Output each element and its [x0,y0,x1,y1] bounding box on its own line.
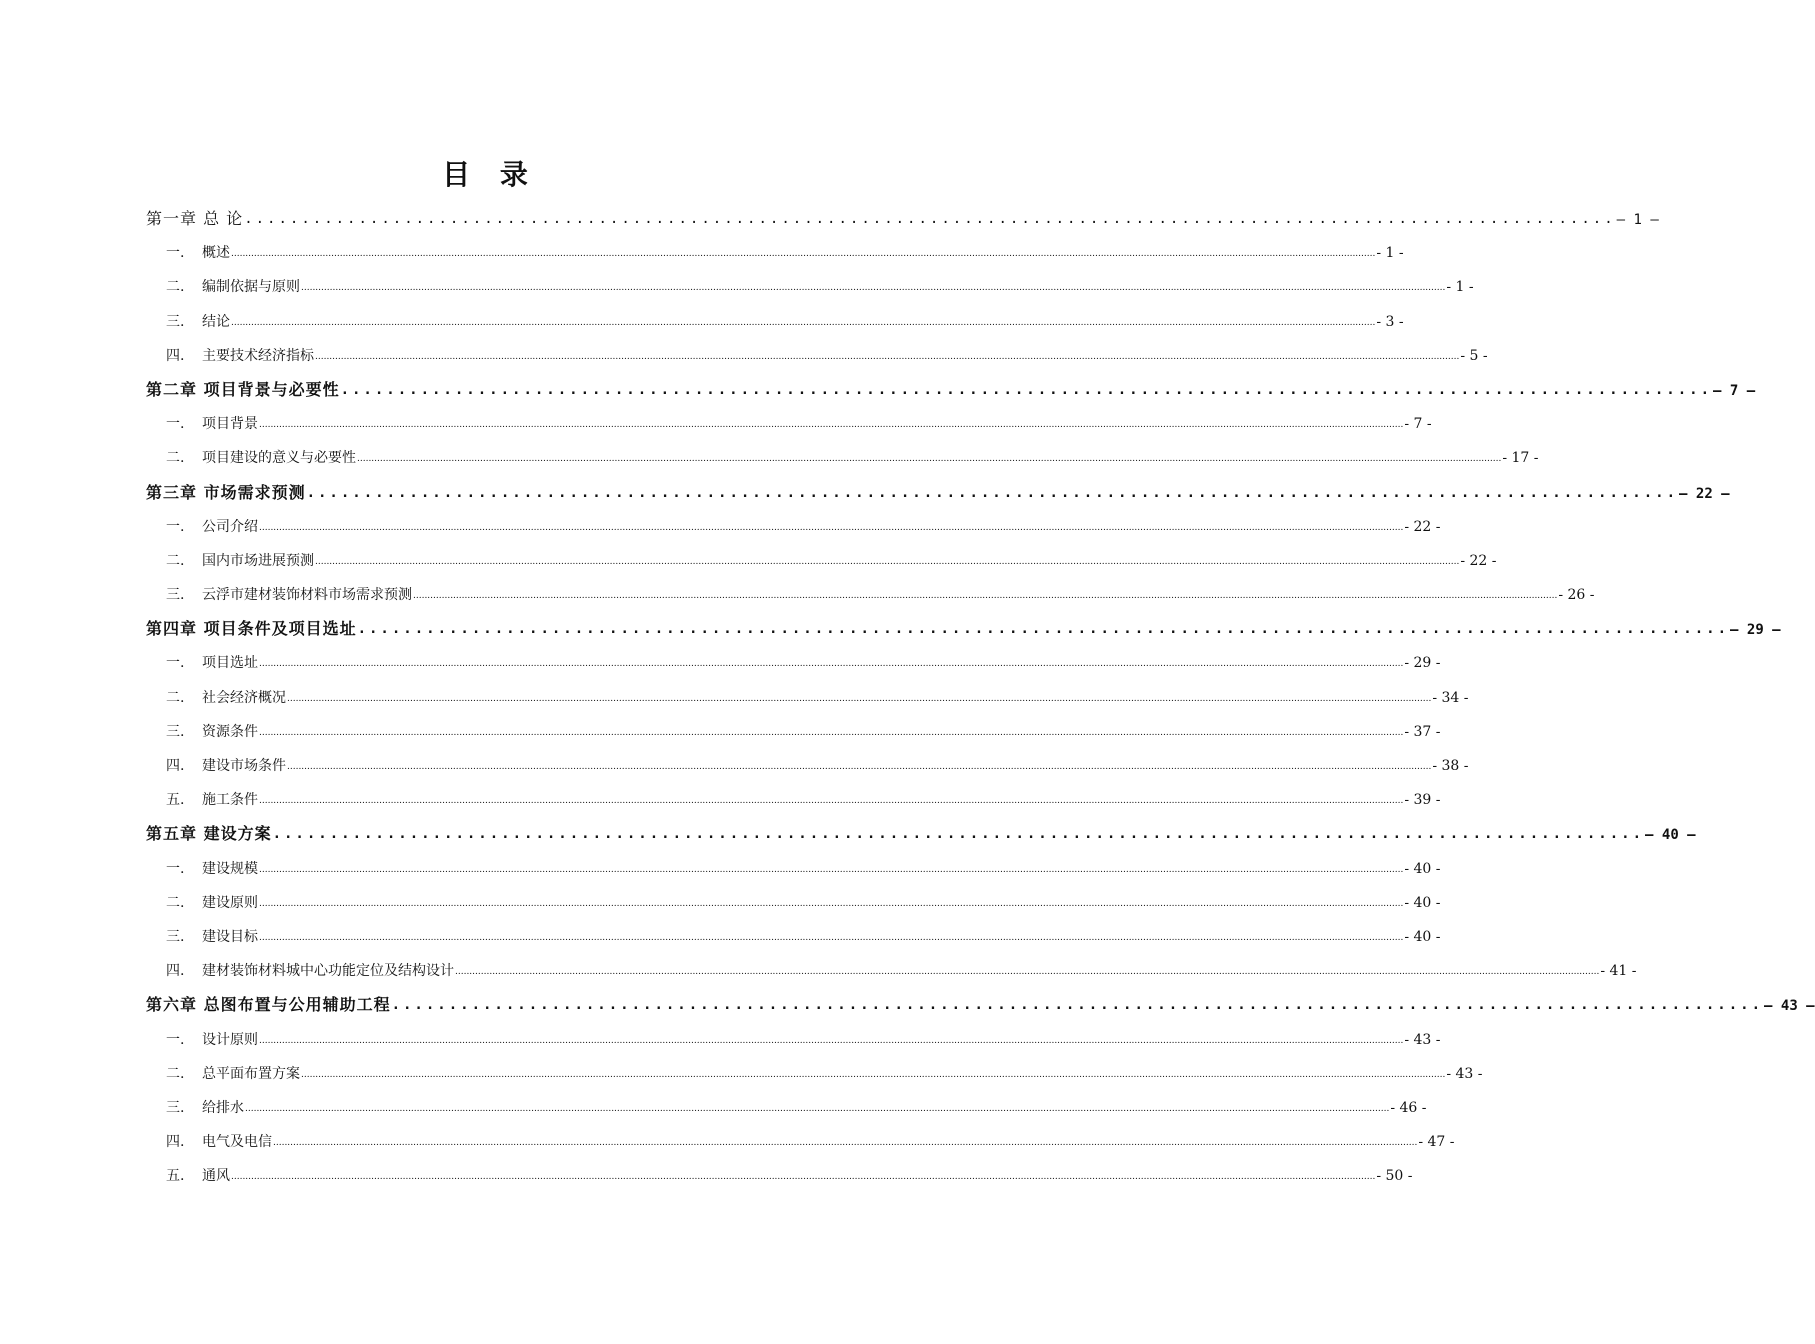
toc-page-number: – 29 – [1730,622,1781,639]
toc-dot-leader: ................................................................................................................................................................................................................................................................................................................................................................................................................ [259,796,1404,807]
toc-entry-number: 一. [166,655,185,672]
toc-entry-label: 编制依据与原则 [202,279,300,296]
toc-dot-leader: ................................................................................................................................................................................................................................................................................................................................................................................................................ [259,864,1404,875]
toc-dot-leader: ................................................................................................................................................................................................................................................................................................................................................................................................................ [231,1172,1376,1183]
toc-dot-leader: ................................................................................................................................................................................................................................................................................................................................................................................................................ [259,932,1404,943]
toc-dot-leader: ................................................................................................................................................................................................................................................................................................................................................................................................................ [301,1069,1446,1080]
toc-entry-label: 社会经济概况 [202,689,286,706]
toc-dot-leader: ................................................................................................................................................................................................................................................................................................................................................................................................................ [357,454,1502,465]
toc-page-number: - 26 - [1558,587,1595,604]
toc-section-entry[interactable] [146,920,1441,954]
toc-entry-number: 一. [166,245,185,262]
toc-dot-leader: ................................................................................................................................................................................................................................................................................................................................................................................................................ [273,1138,1418,1149]
toc-entry-label: 项目建设的意义与必要性 [202,450,356,467]
toc-page-number: - 43 - [1404,1031,1441,1048]
toc-chapter-entry[interactable] [146,202,1659,236]
toc-section-entry[interactable] [146,1159,1413,1193]
toc-dot-leader: ................................................................................................................................................................................................................................................................................................................................................................................................................ [259,727,1404,738]
toc-dot-leader: ........................................................................................................................ [272,826,1645,843]
toc-entry-number: 二. [166,689,185,706]
toc-section-entry[interactable] [146,407,1432,441]
toc-entry-number: 四. [166,758,185,774]
toc-page-number: - 3 - [1376,313,1404,330]
toc-section-entry[interactable] [146,852,1441,886]
toc-entry-label: 云浮市建材装饰材料市场需求预测 [202,587,412,604]
toc-page-number: – 22 – [1679,485,1730,502]
toc-entry-label: 施工条件 [202,792,258,809]
toc-entry-label: 国内市场进展预测 [202,552,314,569]
toc-entry-number: 三. [166,313,185,330]
toc-entry-number: 一. [166,518,185,535]
toc-entry-number: 二. [166,279,185,296]
toc-section-entry[interactable] [146,954,1637,988]
toc-page-number: - 5 - [1460,347,1488,364]
toc-entry-number: 五. [166,1168,185,1185]
toc-page-number: - 40 - [1404,860,1441,877]
toc-page-number: - 1 - [1376,245,1404,262]
toc-entry-label: 项目背景 [202,416,258,433]
toc-page-number: - 37 - [1404,723,1441,740]
toc-section-entry[interactable] [146,1023,1441,1057]
toc-section-entry[interactable] [146,749,1469,783]
toc-entry-label: 建材装饰材料城中心功能定位及结构设计 [202,963,454,980]
toc-page-number: - 7 - [1404,416,1432,433]
toc-entry-label: 建设市场条件 [202,758,286,774]
toc-entry-label: 公司介绍 [202,518,258,535]
toc-chapter-entry[interactable] [146,817,1696,851]
toc-dot-leader: ................................................................................................................................................................................................................................................................................................................................................................................................................ [455,967,1600,978]
toc-page-number: - 46 - [1390,1099,1427,1116]
toc-page-number: – 7 – [1713,382,1756,399]
toc-page-number: - 40 - [1404,928,1441,945]
toc-entry-label: 总平面布置方案 [202,1065,300,1082]
toc-entry-label: 第五章 建设方案 [146,824,272,844]
toc-entry-label: 项目选址 [202,655,258,672]
toc-page-number: – 40 – [1645,827,1696,844]
toc-entry-label: 第三章 市场需求预测 [146,482,306,502]
toc-chapter-entry[interactable] [146,373,1756,407]
toc-page-number: - 40 - [1404,894,1441,911]
toc-entry-label: 通风 [202,1168,230,1185]
toc-dot-leader: ................................................................................................................................................................................................................................................................................................................................................................................................................ [259,898,1404,909]
toc-page-number: - 17 - [1502,450,1539,467]
toc-dot-leader: ................................................................................................................................................................................................................................................................................................................................................................................................................ [315,351,1460,362]
toc-entry-label: 概述 [202,245,230,262]
toc-entry-label: 第四章 项目条件及项目选址 [146,619,357,639]
toc-section-entry[interactable] [146,578,1595,612]
toc-entry-label: 第一章 总 论 [146,209,244,228]
toc-title: 目 录 [442,158,538,191]
toc-section-entry[interactable] [146,270,1474,304]
toc-page-number: - 43 - [1446,1065,1483,1082]
toc-dot-leader: ........................................................................................................................ [306,484,1679,501]
toc-page-number: - 38 - [1432,758,1469,774]
toc-entry-number: 一. [166,1031,185,1048]
toc-entry-number: 四. [166,1134,185,1151]
toc-chapter-entry[interactable] [146,988,1815,1022]
toc-entry-label: 建设规模 [202,860,258,877]
toc-page-number: - 22 - [1460,552,1497,569]
toc-entry-number: 三. [166,1099,185,1116]
toc-section-entry[interactable] [146,510,1441,544]
toc-dot-leader: ........................................................................................................................ [357,621,1730,638]
toc-dot-leader: ........................................................................................................................ [391,997,1764,1014]
toc-entry-label: 第六章 总图布置与公用辅助工程 [146,995,391,1015]
toc-section-entry[interactable] [146,1091,1427,1125]
toc-section-entry[interactable] [146,715,1441,749]
toc-dot-leader: ................................................................................................................................................................................................................................................................................................................................................................................................................ [231,317,1376,328]
toc-entry-label: 设计原则 [202,1031,258,1048]
toc-dot-leader: ................................................................................................................................................................................................................................................................................................................................................................................................................ [315,556,1460,567]
toc-section-entry[interactable] [146,339,1488,373]
toc-entry-label: 结论 [202,313,230,330]
toc-dot-leader: ................................................................................................................................................................................................................................................................................................................................................................................................................ [231,249,1376,260]
toc-chapter-entry[interactable] [146,476,1730,510]
toc-section-entry[interactable] [146,886,1441,920]
toc-page-number: - 39 - [1404,792,1441,809]
toc-entry-number: 二. [166,1065,185,1082]
toc-page-number: - 50 - [1376,1168,1413,1185]
toc-entry-number: 二. [166,450,185,467]
toc-page-number: - 47 - [1418,1134,1455,1151]
toc-entry-label: 建设原则 [202,894,258,911]
toc-page-number: - 22 - [1404,518,1441,535]
toc-dot-leader: ................................................................................................................................................................................................................................................................................................................................................................................................................ [287,762,1432,772]
toc-section-entry[interactable] [146,441,1539,475]
toc-section-entry[interactable] [146,646,1441,680]
toc-section-entry[interactable] [146,1057,1483,1091]
toc-page-number: - 34 - [1432,689,1469,706]
toc-section-entry[interactable] [146,681,1469,715]
toc-entry-label: 给排水 [202,1099,244,1116]
table-of-contents [146,202,1815,1193]
toc-page-number: - 41 - [1600,963,1637,980]
toc-entry-number: 五. [166,792,185,809]
toc-entry-label: 主要技术经济指标 [202,347,314,364]
toc-entry-number: 三. [166,587,185,604]
toc-entry-number: 三. [166,928,185,945]
toc-page-number: – 1 – [1616,212,1659,228]
toc-entry-label: 第二章 项目背景与必要性 [146,379,340,399]
toc-page-number: - 29 - [1404,655,1441,672]
toc-entry-number: 一. [166,416,185,433]
toc-section-entry[interactable] [146,783,1441,817]
toc-section-entry[interactable] [146,1125,1455,1159]
toc-entry-label: 资源条件 [202,723,258,740]
toc-entry-number: 二. [166,552,185,569]
toc-dot-leader: ........................................................................................................................ [244,211,1616,227]
toc-entry-number: 四. [166,347,185,364]
toc-entry-label: 电气及电信 [202,1134,272,1151]
toc-dot-leader: ................................................................................................................................................................................................................................................................................................................................................................................................................ [245,1103,1390,1114]
toc-dot-leader: ................................................................................................................................................................................................................................................................................................................................................................................................................ [259,522,1404,533]
toc-dot-leader: ................................................................................................................................................................................................................................................................................................................................................................................................................ [287,693,1432,704]
toc-dot-leader: ................................................................................................................................................................................................................................................................................................................................................................................................................ [259,420,1404,431]
toc-section-entry[interactable] [146,305,1404,339]
toc-entry-number: 四. [166,963,185,980]
toc-dot-leader: ................................................................................................................................................................................................................................................................................................................................................................................................................ [259,1035,1404,1046]
toc-dot-leader: ................................................................................................................................................................................................................................................................................................................................................................................................................ [413,591,1558,602]
toc-page-number: – 43 – [1764,998,1815,1015]
toc-section-entry[interactable] [146,544,1497,578]
toc-dot-leader: ........................................................................................................................ [340,381,1713,398]
toc-entry-number: 二. [166,894,185,911]
toc-entry-number: 一. [166,860,185,877]
toc-chapter-entry[interactable] [146,612,1781,646]
toc-entry-number: 三. [166,723,185,740]
toc-page-number: - 1 - [1446,279,1474,296]
toc-dot-leader: ................................................................................................................................................................................................................................................................................................................................................................................................................ [301,283,1446,294]
toc-entry-label: 建设目标 [202,928,258,945]
toc-dot-leader: ................................................................................................................................................................................................................................................................................................................................................................................................................ [259,659,1404,670]
toc-section-entry[interactable] [146,236,1404,270]
